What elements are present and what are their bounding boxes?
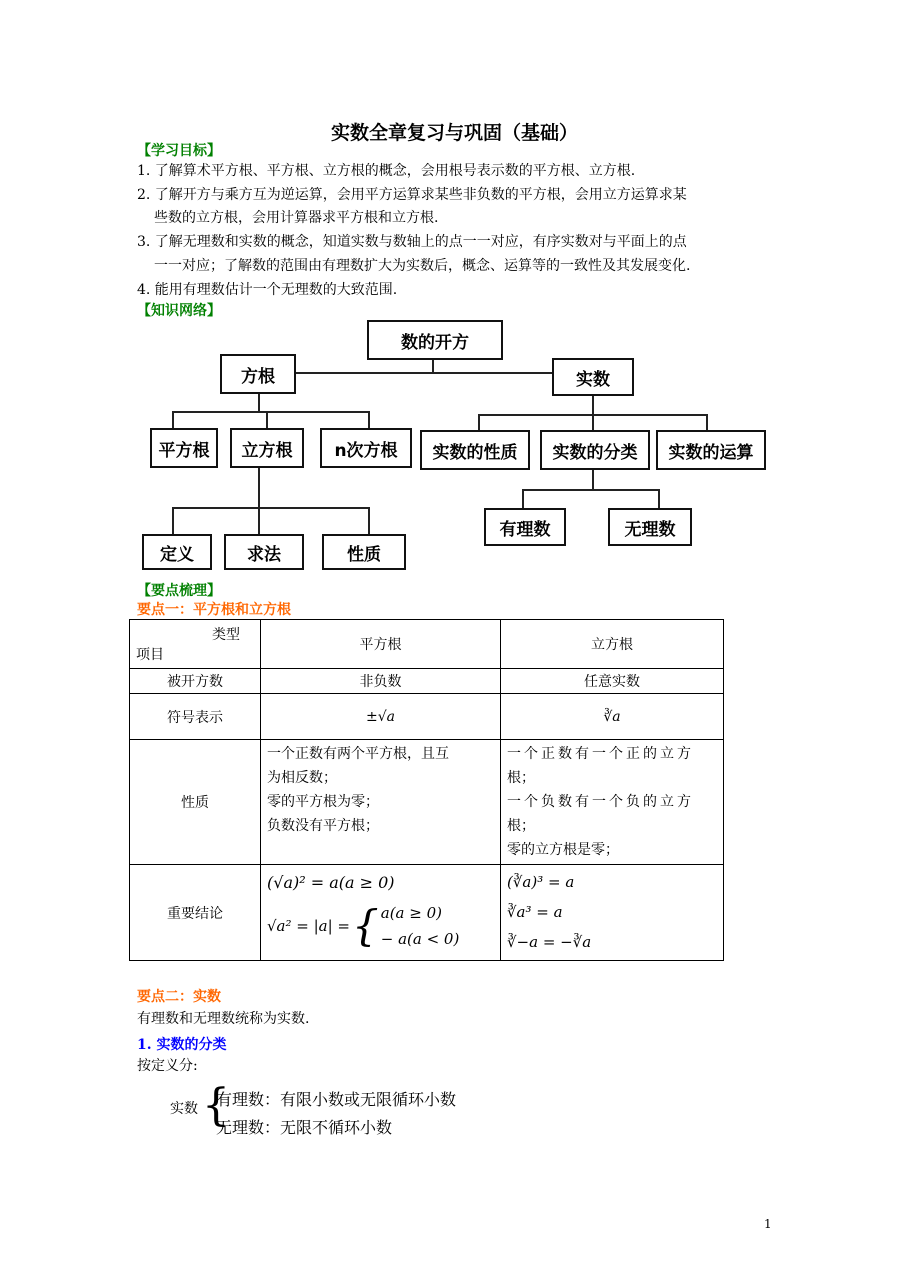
node-definition: 定义 — [142, 534, 212, 570]
cell-line: 零的立方根是零； — [507, 842, 619, 858]
node-irrational: 无理数 — [608, 508, 692, 546]
table-corner — [130, 620, 261, 669]
table-row — [130, 694, 724, 740]
formula-line: ∛a³ = a — [507, 903, 563, 921]
row-label: 符号表示 — [130, 694, 261, 740]
formula-line: (√a)² = a(a ≥ 0) — [267, 873, 395, 892]
brace-icon: { — [352, 901, 379, 950]
cell — [501, 740, 724, 865]
node-method: 求法 — [224, 534, 304, 570]
brace-icon: { — [202, 1080, 230, 1131]
node-nth-root: n次方根 — [320, 428, 412, 468]
row-label: 被开方数 — [130, 669, 261, 694]
node-left: 方根 — [220, 354, 296, 394]
objective-3-cont: 一一对应；了解数的范围由有理数扩大为实数后，概念、运算等的一致性及其发展变化. — [154, 258, 691, 274]
cell — [261, 865, 501, 961]
point2-header: 要点二：实数 — [137, 989, 221, 1005]
node-root: 数的开方 — [367, 320, 503, 360]
page-title: 实数全章复习与巩固（基础） — [330, 122, 578, 144]
page-number: 1 — [764, 1217, 772, 1231]
sub1-text: 按定义分: — [137, 1058, 198, 1074]
classify-irrational: 无理数：无限不循环小数 — [216, 1118, 393, 1137]
col-header-square-root: 平方根 — [261, 620, 501, 669]
cell-line: 一个正数有一个正的立方 — [507, 746, 694, 762]
node-real-properties: 实数的性质 — [420, 430, 530, 470]
cell: 非负数 — [261, 669, 501, 694]
formula-line: ∛−a = −∛a — [507, 933, 592, 951]
corner-item-label: 项目 — [136, 647, 164, 663]
network-header: 【知识网络】 — [137, 303, 221, 319]
cell: ±√a — [261, 694, 501, 740]
node-property: 性质 — [322, 534, 406, 570]
cell: 任意实数 — [501, 669, 724, 694]
cell — [261, 740, 501, 865]
point2-text: 有理数和无理数统称为实数. — [137, 1011, 310, 1027]
cell-line: 一个负数有一个负的立方 — [507, 794, 694, 810]
objectives-header: 【学习目标】 — [137, 143, 221, 159]
objective-4: 4. 能用有理数估计一个无理数的大致范围. — [137, 282, 398, 298]
cell-line: 一个正数有两个平方根，且互 — [267, 746, 449, 762]
node-rational: 有理数 — [484, 508, 566, 546]
objective-2: 2. 了解开方与乘方互为逆运算，会用平方运算求某些非负数的平方根，会用立方运算求某 — [137, 187, 687, 203]
sub1-header: 1. 实数的分类 — [137, 1037, 227, 1053]
row-label: 重要结论 — [130, 865, 261, 961]
table-row — [130, 740, 724, 865]
node-real-operations: 实数的运算 — [656, 430, 766, 470]
cell-line: 根； — [507, 770, 535, 786]
point1-header: 要点一：平方根和立方根 — [137, 602, 291, 618]
objective-1: 1. 了解算术平方根、平方根、立方根的概念，会用根号表示数的平方根、立方根. — [137, 163, 636, 179]
cell-line: 为相反数； — [267, 770, 337, 786]
cell-line: 零的平方根为零； — [267, 794, 379, 810]
col-header-cube-root: 立方根 — [501, 620, 724, 669]
node-square-root: 平方根 — [150, 428, 218, 468]
classify-label: 实数 — [170, 1101, 198, 1117]
node-cube-root: 立方根 — [230, 428, 304, 468]
cell: ∛a — [501, 694, 724, 740]
node-real-classification: 实数的分类 — [540, 430, 650, 470]
corner-type-label: 类型 — [212, 627, 240, 643]
node-right: 实数 — [552, 358, 634, 396]
formula-line: √a² = |a| = — [267, 917, 351, 935]
root-comparison-table — [129, 619, 724, 961]
cell-line: 负数没有平方根； — [267, 818, 379, 834]
cell — [501, 865, 724, 961]
formula-line: a(a ≥ 0) — [380, 904, 442, 922]
cell-line: 根； — [507, 818, 535, 834]
table-row — [130, 865, 724, 961]
table-row — [130, 669, 724, 694]
objective-3: 3. 了解无理数和实数的概念，知道实数与数轴上的点一一对应，有序实数对与平面上的点 — [137, 234, 687, 250]
points-header: 【要点梳理】 — [137, 583, 221, 599]
row-label: 性质 — [130, 740, 261, 865]
objective-2-cont: 些数的立方根，会用计算器求平方根和立方根. — [154, 210, 439, 226]
classify-rational: 有理数：有限小数或无限循环小数 — [216, 1090, 457, 1109]
formula-line: − a(a < 0) — [380, 930, 460, 948]
formula-line: (∛a)³ = a — [507, 873, 575, 891]
